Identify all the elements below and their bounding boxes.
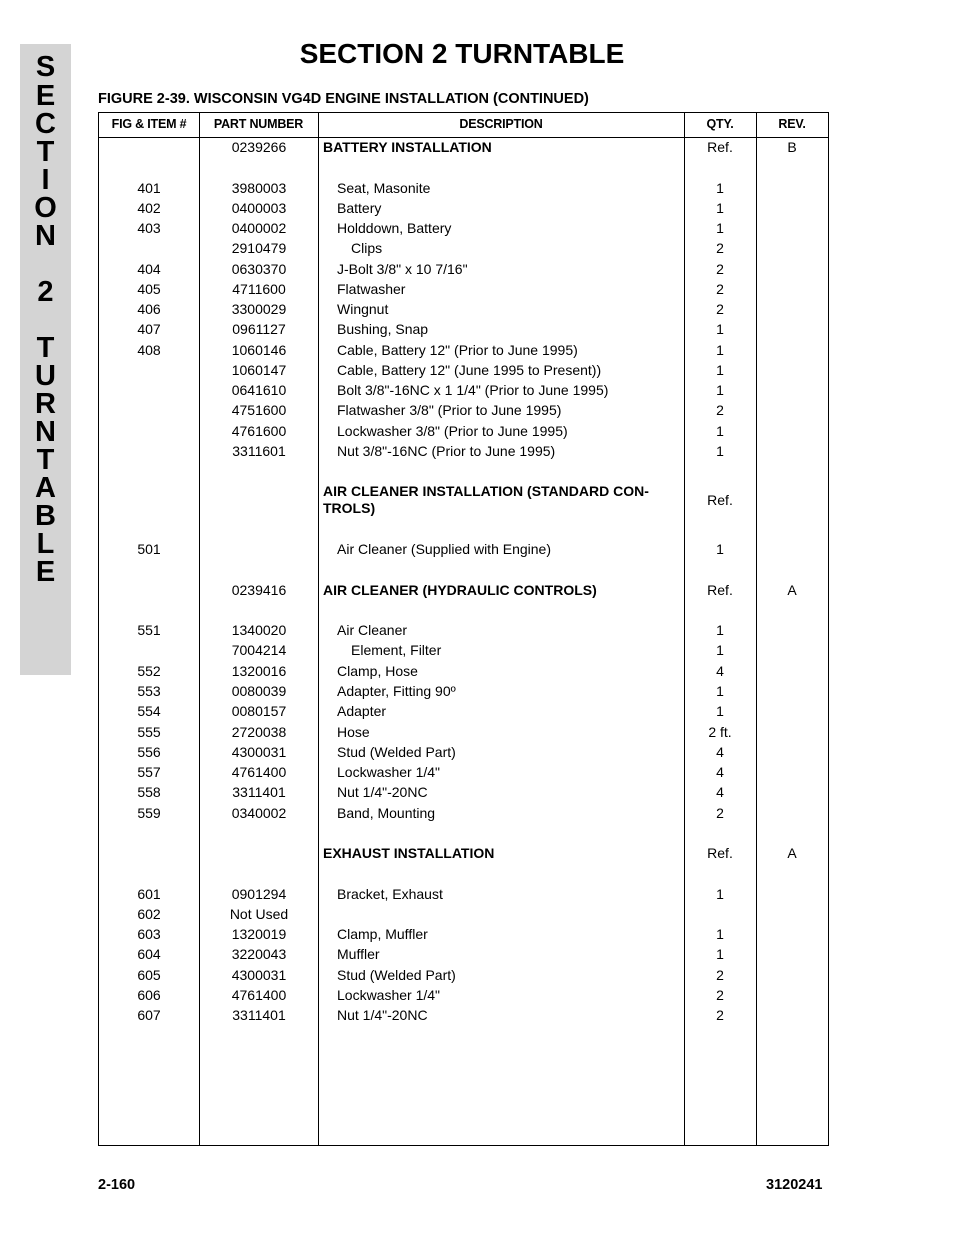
part-number-cell: 0400003 — [231, 200, 287, 216]
qty-cell: Ref. — [707, 582, 733, 598]
description-cell: Bushing, Snap — [337, 321, 429, 337]
fig-item-cell: 554 — [137, 703, 161, 719]
description-cell: Battery — [337, 200, 382, 216]
qty-cell: Ref. — [707, 492, 733, 508]
fig-item-cell: 603 — [137, 926, 161, 942]
fig-item-cell: 604 — [137, 946, 161, 962]
description-cell: Muffler — [337, 946, 380, 962]
side-tab-letter: E — [35, 556, 56, 588]
qty-cell: 2 — [716, 805, 724, 821]
qty-cell: 1 — [716, 382, 724, 398]
description-cell: Nut 1/4"-20NC — [337, 784, 428, 800]
part-number-cell: 0239266 — [231, 139, 287, 155]
side-tab-letter: U — [35, 360, 56, 392]
part-number-cell: 1060147 — [231, 362, 287, 378]
fig-item-cell: 605 — [137, 967, 161, 983]
qty-cell: 1 — [716, 886, 724, 902]
qty-cell: 1 — [716, 362, 724, 378]
fig-item-cell: 607 — [137, 1007, 161, 1023]
part-number-cell: 3300029 — [231, 301, 287, 317]
description-cell: Nut 1/4"-20NC — [337, 1007, 428, 1023]
part-number-cell: 0641610 — [231, 382, 287, 398]
part-number-cell: 3311401 — [232, 784, 286, 800]
qty-cell: 1 — [716, 622, 724, 638]
description-cell: Stud (Welded Part) — [337, 967, 456, 983]
description-cell: BATTERY INSTALLATION — [323, 139, 492, 155]
part-number-cell: 4761400 — [231, 987, 287, 1003]
part-number-cell: 1320019 — [231, 926, 287, 942]
side-tab-letter: R — [35, 388, 56, 420]
description-cell: J-Bolt 3/8" x 10 7/16" — [337, 261, 468, 277]
qty-cell: 1 — [716, 342, 724, 358]
qty-cell: 1 — [716, 423, 724, 439]
qty-cell: 1 — [716, 541, 724, 557]
fig-item-cell: 556 — [137, 744, 161, 760]
side-tab-letter: 2 — [37, 276, 54, 308]
part-number-cell: Not Used — [229, 906, 289, 922]
qty-cell: Ref. — [707, 139, 733, 155]
part-number-cell: 0400002 — [231, 220, 287, 236]
page-title: SECTION 2 TURNTABLE — [299, 38, 625, 69]
header-rev: REV. — [778, 117, 806, 131]
qty-cell: 2 — [716, 281, 724, 297]
description-cell: Clips — [351, 240, 383, 256]
part-number-cell: 3220043 — [231, 946, 287, 962]
header-qty: QTY. — [706, 117, 734, 131]
description-cell: EXHAUST INSTALLATION — [323, 845, 495, 861]
fig-item-cell: 408 — [137, 342, 161, 358]
part-number-cell: 4761600 — [231, 423, 287, 439]
part-number-cell: 3311401 — [232, 1007, 286, 1023]
description-cell: Air Cleaner (Supplied with Engine) — [337, 541, 551, 557]
part-number-cell: 4751600 — [231, 402, 287, 418]
part-number-cell: 1320016 — [231, 663, 287, 679]
description-cell: Cable, Battery 12" (Prior to June 1995) — [337, 342, 578, 358]
description-cell: Flatwasher 3/8" (Prior to June 1995) — [337, 402, 562, 418]
part-number-cell: 0080039 — [231, 683, 287, 699]
side-tab-letter: O — [34, 192, 57, 224]
description-cell: Lockwasher 1/4" — [337, 987, 441, 1003]
fig-item-cell: 402 — [137, 200, 161, 216]
part-number-cell: 3311601 — [232, 443, 286, 459]
part-number-cell: 2720038 — [231, 724, 287, 740]
qty-cell: 4 — [716, 764, 724, 780]
part-number-cell: 0239416 — [231, 582, 287, 598]
qty-cell: 2 — [716, 1007, 724, 1023]
side-tab-letter: N — [35, 416, 56, 448]
description-cell: Lockwasher 3/8" (Prior to June 1995) — [337, 423, 568, 439]
description-cell: Clamp, Hose — [337, 663, 418, 679]
description-cell: AIR CLEANER (HYDRAULIC CONTROLS) — [323, 582, 597, 598]
side-tab-letter: T — [36, 136, 55, 168]
header-fig-item: FIG & ITEM # — [111, 117, 187, 131]
part-number-cell: 1340020 — [231, 622, 287, 638]
parts-table — [98, 112, 829, 1146]
description-cell: Stud (Welded Part) — [337, 744, 456, 760]
qty-cell: Ref. — [707, 845, 733, 861]
header-description: DESCRIPTION — [459, 117, 543, 131]
part-number-cell: 4711600 — [232, 281, 286, 297]
column-divider — [318, 113, 319, 1145]
description-cell: AIR CLEANER INSTALLATION (STANDARD CON-TROLS) — [323, 483, 649, 516]
qty-cell: 1 — [716, 926, 724, 942]
part-number-cell: 4761400 — [231, 764, 287, 780]
fig-item-cell: 403 — [137, 220, 161, 236]
side-tab-letter: N — [35, 220, 56, 252]
fig-item-cell: 501 — [137, 541, 161, 557]
document-number: 3120241 — [766, 1177, 823, 1193]
column-divider — [756, 113, 757, 1145]
side-tab-letter: L — [36, 528, 55, 560]
qty-cell: 1 — [716, 703, 724, 719]
side-tab-letter: B — [35, 500, 56, 532]
description-cell: Hose — [337, 724, 370, 740]
rev-cell: A — [787, 845, 797, 861]
description-cell: Bolt 3/8"-16NC x 1 1/4" (Prior to June 1995) — [337, 382, 609, 398]
description-cell: Air Cleaner — [337, 622, 408, 638]
description-cell: Adapter, Fitting 90º — [337, 683, 456, 699]
fig-item-cell: 406 — [137, 301, 161, 317]
part-number-cell: 0901294 — [231, 886, 287, 902]
fig-item-cell: 553 — [137, 683, 161, 699]
page-number: 2-160 — [98, 1177, 136, 1193]
side-tab-letter: S — [35, 51, 56, 83]
part-number-cell: 2910479 — [231, 240, 287, 256]
qty-cell: 1 — [716, 443, 724, 459]
fig-item-cell: 559 — [137, 805, 161, 821]
qty-cell: 1 — [716, 683, 724, 699]
side-tab-letter: T — [36, 332, 55, 364]
description-cell: Wingnut — [337, 301, 389, 317]
part-number-cell: 0340002 — [231, 805, 287, 821]
qty-cell: 1 — [716, 200, 724, 216]
part-number-cell: 0630370 — [231, 261, 287, 277]
side-tab-letter: E — [35, 80, 56, 112]
description-cell: Bracket, Exhaust — [337, 886, 443, 902]
part-number-cell: 3980003 — [231, 180, 287, 196]
qty-cell: 2 — [716, 261, 724, 277]
fig-item-cell: 407 — [137, 321, 161, 337]
fig-item-cell: 552 — [137, 663, 161, 679]
qty-cell: 4 — [716, 663, 724, 679]
fig-item-cell: 606 — [137, 987, 161, 1003]
part-number-cell: 0080157 — [231, 703, 287, 719]
description-cell: Cable, Battery 12" (June 1995 to Present)) — [337, 362, 602, 378]
part-number-cell: 4300031 — [231, 967, 287, 983]
side-tab-letter: C — [35, 108, 56, 140]
header-part-number: PART NUMBER — [213, 117, 304, 131]
qty-cell: 1 — [716, 321, 724, 337]
qty-cell: 2 ft. — [708, 724, 732, 740]
side-tab-letter: A — [35, 472, 56, 504]
fig-item-cell: 404 — [137, 261, 161, 277]
header-divider — [99, 137, 828, 138]
qty-cell: 2 — [716, 987, 724, 1003]
fig-item-cell: 557 — [137, 764, 161, 780]
qty-cell: 4 — [716, 784, 724, 800]
fig-item-cell: 602 — [137, 906, 161, 922]
description-cell: Element, Filter — [351, 642, 442, 658]
figure-title: FIGURE 2-39. WISCONSIN VG4D ENGINE INSTALLATION (CONTINUED) — [98, 91, 589, 107]
side-tab-letter: I — [41, 164, 50, 196]
qty-cell: 4 — [716, 744, 724, 760]
part-number-cell: 0961127 — [232, 321, 286, 337]
qty-cell: 2 — [716, 967, 724, 983]
fig-item-cell: 405 — [137, 281, 161, 297]
side-tab-letter: T — [36, 444, 55, 476]
part-number-cell: 4300031 — [231, 744, 287, 760]
rev-cell: B — [787, 139, 797, 155]
qty-cell: 1 — [716, 180, 724, 196]
description-cell: Clamp, Muffler — [337, 926, 428, 942]
rev-cell: A — [787, 582, 797, 598]
qty-cell: 1 — [716, 642, 724, 658]
qty-cell: 2 — [716, 402, 724, 418]
description-cell: Band, Mounting — [337, 805, 436, 821]
qty-cell: 1 — [716, 220, 724, 236]
fig-item-cell: 551 — [137, 622, 161, 638]
description-cell: Flatwasher — [337, 281, 406, 297]
qty-cell: 2 — [716, 301, 724, 317]
description-cell: Nut 3/8"-16NC (Prior to June 1995) — [337, 443, 556, 459]
qty-cell: 2 — [716, 240, 724, 256]
fig-item-cell: 401 — [137, 180, 161, 196]
part-number-cell: 1060146 — [231, 342, 287, 358]
part-number-cell: 7004214 — [231, 642, 287, 658]
qty-cell: 1 — [716, 946, 724, 962]
description-cell: Adapter — [337, 703, 387, 719]
fig-item-cell: 601 — [137, 886, 161, 902]
description-cell: Lockwasher 1/4" — [337, 764, 441, 780]
section-side-tab — [20, 44, 71, 675]
fig-item-cell: 558 — [137, 784, 161, 800]
description-cell: Holddown, Battery — [337, 220, 452, 236]
description-cell: Seat, Masonite — [337, 180, 431, 196]
fig-item-cell: 555 — [137, 724, 161, 740]
